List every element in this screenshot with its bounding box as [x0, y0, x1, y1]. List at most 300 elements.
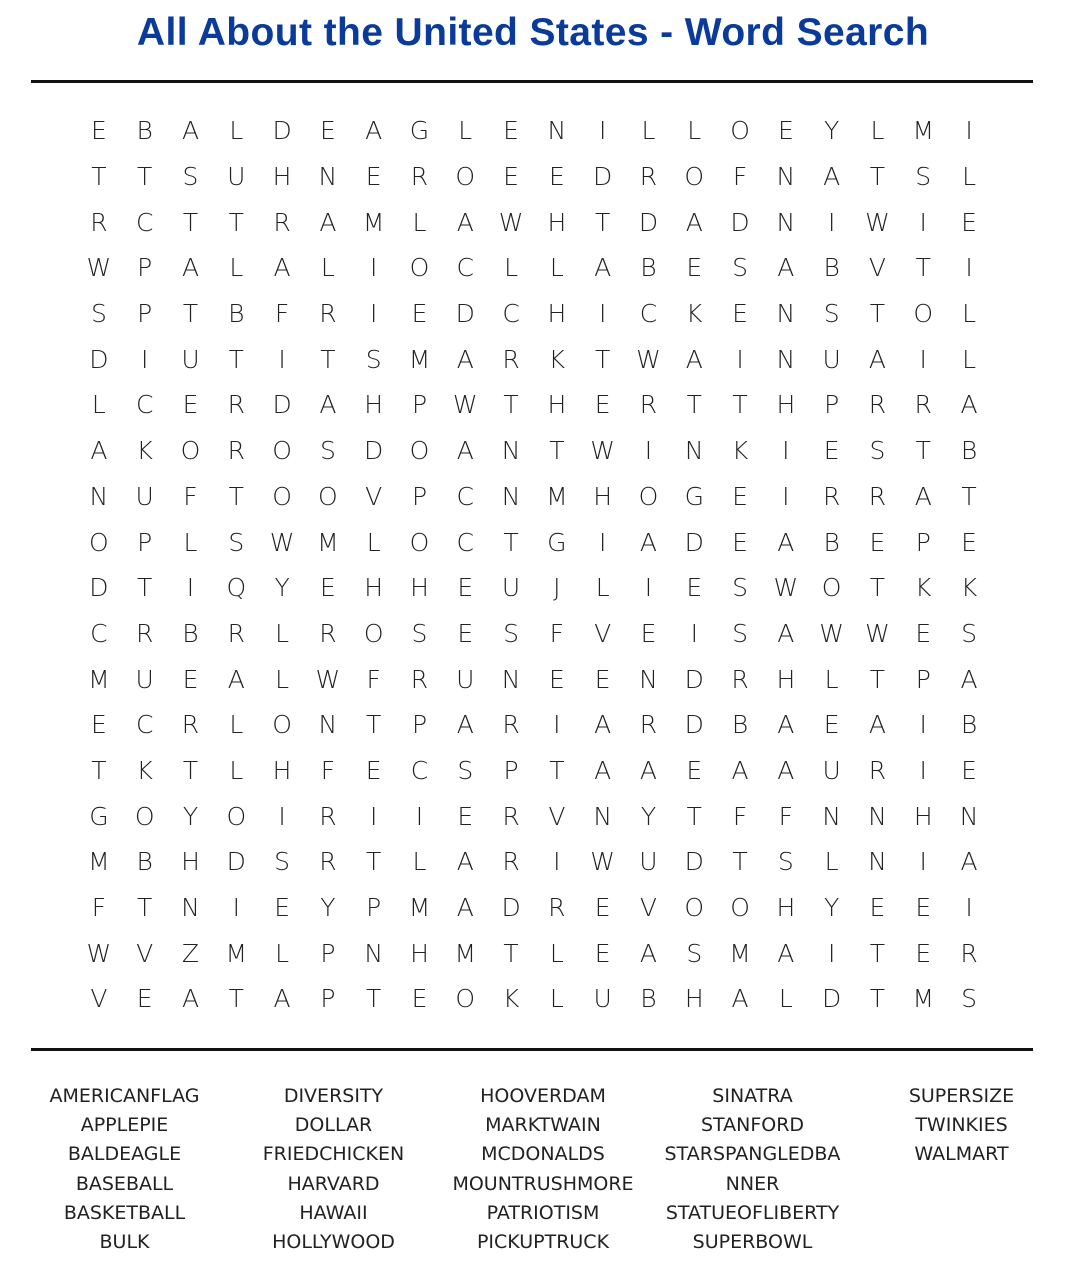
grid-cell[interactable]: H [547, 207, 567, 237]
grid-cell[interactable]: E [732, 527, 748, 557]
grid-cell[interactable]: L [962, 299, 976, 329]
grid-cell[interactable]: L [870, 116, 885, 146]
grid-cell[interactable]: W [452, 390, 478, 420]
grid-cell[interactable]: N [89, 481, 109, 511]
grid-cell[interactable]: L [366, 527, 381, 557]
grid-cell[interactable]: K [502, 984, 520, 1014]
grid-cell[interactable]: G [547, 527, 567, 557]
grid-cell[interactable]: U [456, 664, 475, 694]
grid-cell[interactable]: R [822, 481, 841, 511]
grid-cell[interactable]: U [227, 162, 246, 192]
grid-cell[interactable]: L [320, 253, 335, 283]
grid-cell[interactable]: K [548, 344, 566, 374]
grid-cell[interactable]: O [272, 481, 292, 511]
grid-cell[interactable]: A [365, 116, 383, 146]
grid-cell[interactable]: A [594, 253, 612, 283]
grid-cell[interactable]: E [319, 573, 336, 603]
grid-cell[interactable]: S [823, 299, 840, 329]
grid-cell[interactable]: T [686, 390, 702, 420]
grid-cell[interactable]: N [501, 481, 521, 511]
grid-cell[interactable]: S [961, 984, 977, 1014]
grid-cell[interactable]: N [547, 116, 567, 146]
grid-cell[interactable]: O [180, 436, 201, 466]
grid-cell[interactable]: A [685, 344, 703, 374]
grid-cell[interactable]: F [549, 618, 565, 648]
grid-cell[interactable]: I [369, 299, 378, 329]
grid-cell[interactable]: N [501, 664, 521, 694]
grid-cell[interactable]: S [732, 618, 748, 648]
grid-cell[interactable]: B [823, 527, 840, 557]
grid-cell[interactable]: E [457, 573, 474, 603]
grid-cell[interactable]: O [409, 527, 430, 557]
grid-cell[interactable]: H [547, 299, 567, 329]
grid-cell[interactable]: O [913, 299, 934, 329]
grid-cell[interactable]: I [965, 893, 973, 923]
grid-cell[interactable]: W [590, 436, 616, 466]
grid-cell[interactable]: L [229, 755, 244, 785]
grid-cell[interactable]: C [135, 390, 154, 420]
grid-cell[interactable]: I [598, 299, 607, 329]
grid-cell[interactable]: B [731, 710, 749, 740]
grid-cell[interactable]: J [553, 573, 561, 603]
grid-cell[interactable]: A [823, 162, 841, 192]
grid-cell[interactable]: A [594, 755, 612, 785]
grid-cell[interactable]: M [88, 847, 110, 877]
grid-cell[interactable]: M [408, 344, 431, 374]
grid-cell[interactable]: M [362, 207, 385, 237]
grid-cell[interactable]: H [364, 390, 384, 420]
grid-cell[interactable]: T [503, 390, 519, 420]
grid-cell[interactable]: M [88, 664, 110, 694]
grid-cell[interactable]: S [777, 847, 794, 877]
grid-cell[interactable]: P [137, 299, 153, 329]
grid-cell[interactable]: M [454, 938, 477, 968]
grid-cell[interactable]: A [594, 710, 612, 740]
grid-cell[interactable]: E [182, 664, 199, 694]
grid-cell[interactable]: I [369, 801, 378, 831]
grid-cell[interactable]: F [91, 893, 107, 923]
grid-cell[interactable]: L [549, 253, 564, 283]
grid-cell[interactable]: O [455, 162, 476, 192]
grid-cell[interactable]: R [136, 618, 154, 648]
grid-cell[interactable]: D [684, 527, 704, 557]
grid-cell[interactable]: Y [320, 893, 336, 923]
grid-cell[interactable]: L [549, 938, 564, 968]
grid-cell[interactable]: W [865, 618, 890, 648]
grid-cell[interactable]: W [819, 618, 845, 648]
grid-cell[interactable]: P [411, 481, 428, 511]
grid-cell[interactable]: A [319, 207, 337, 237]
grid-cell[interactable]: O [89, 527, 109, 557]
grid-cell[interactable]: N [181, 893, 200, 923]
grid-cell[interactable]: O [409, 253, 430, 283]
grid-cell[interactable]: I [919, 344, 927, 374]
grid-cell[interactable]: T [366, 710, 382, 740]
grid-cell[interactable]: R [502, 710, 520, 740]
grid-cell[interactable]: H [181, 847, 200, 877]
grid-cell[interactable]: I [369, 253, 378, 283]
grid-cell[interactable]: T [366, 847, 382, 877]
grid-cell[interactable]: O [134, 801, 155, 831]
grid-cell[interactable]: D [89, 573, 109, 603]
grid-cell[interactable]: R [960, 938, 978, 968]
grid-cell[interactable]: V [868, 253, 886, 283]
grid-cell[interactable]: A [731, 984, 749, 1014]
grid-cell[interactable]: O [272, 436, 292, 466]
grid-cell[interactable]: N [776, 344, 796, 374]
grid-cell[interactable]: E [365, 162, 382, 192]
grid-cell[interactable]: P [411, 390, 428, 420]
grid-cell[interactable]: D [684, 710, 704, 740]
grid-cell[interactable]: E [869, 893, 886, 923]
grid-cell[interactable]: T [595, 207, 611, 237]
grid-cell[interactable]: I [919, 755, 927, 785]
grid-cell[interactable]: E [274, 893, 290, 923]
grid-cell[interactable]: U [639, 847, 658, 877]
grid-cell[interactable]: K [960, 573, 978, 603]
grid-cell[interactable]: E [594, 938, 611, 968]
grid-cell[interactable]: A [273, 253, 291, 283]
grid-cell[interactable]: A [181, 984, 200, 1014]
grid-cell[interactable]: H [593, 481, 613, 511]
grid-cell[interactable]: E [961, 207, 977, 237]
grid-cell[interactable]: L [595, 573, 610, 603]
grid-cell[interactable]: P [366, 893, 382, 923]
grid-cell[interactable]: L [275, 664, 290, 694]
grid-cell[interactable]: L [687, 116, 702, 146]
grid-cell[interactable]: A [456, 710, 474, 740]
grid-cell[interactable]: H [364, 573, 384, 603]
grid-cell[interactable]: I [598, 116, 607, 146]
grid-cell[interactable]: P [824, 390, 840, 420]
grid-cell[interactable]: D [272, 390, 292, 420]
grid-cell[interactable]: P [137, 527, 153, 557]
grid-cell[interactable]: H [776, 664, 796, 694]
grid-cell[interactable]: T [915, 253, 931, 283]
grid-cell[interactable]: T [137, 893, 153, 923]
grid-cell[interactable]: O [272, 710, 292, 740]
grid-cell[interactable]: U [593, 984, 612, 1014]
grid-cell[interactable]: T [503, 527, 519, 557]
grid-cell[interactable]: L [183, 527, 198, 557]
grid-cell[interactable]: L [778, 984, 793, 1014]
grid-cell[interactable]: W [269, 527, 295, 557]
grid-cell[interactable]: A [777, 755, 795, 785]
grid-cell[interactable]: A [181, 116, 200, 146]
grid-cell[interactable]: H [913, 801, 933, 831]
grid-cell[interactable]: S [457, 755, 474, 785]
grid-cell[interactable]: R [410, 162, 429, 192]
grid-cell[interactable]: T [228, 984, 244, 1014]
grid-cell[interactable]: B [136, 116, 153, 146]
grid-cell[interactable]: T [228, 207, 244, 237]
grid-cell[interactable]: E [686, 755, 703, 785]
grid-cell[interactable]: K [731, 436, 749, 466]
grid-cell[interactable]: O [455, 984, 476, 1014]
grid-cell[interactable]: D [593, 162, 613, 192]
grid-cell[interactable]: H [410, 938, 429, 968]
grid-cell[interactable]: Z [181, 938, 200, 968]
grid-cell[interactable]: Y [182, 801, 199, 831]
grid-cell[interactable]: N [318, 162, 338, 192]
grid-cell[interactable]: E [548, 664, 565, 694]
grid-cell[interactable]: S [732, 253, 748, 283]
grid-cell[interactable]: W [773, 573, 799, 603]
grid-cell[interactable]: T [228, 344, 244, 374]
grid-cell[interactable]: T [182, 207, 199, 237]
grid-cell[interactable]: M [408, 893, 431, 923]
grid-cell[interactable]: R [731, 664, 749, 694]
grid-cell[interactable]: T [595, 344, 611, 374]
grid-cell[interactable]: I [232, 893, 240, 923]
grid-cell[interactable]: O [226, 801, 247, 831]
grid-cell[interactable]: M [729, 938, 751, 968]
grid-cell[interactable]: E [732, 481, 748, 511]
grid-cell[interactable]: I [827, 938, 836, 968]
grid-cell[interactable]: V [594, 618, 612, 648]
grid-cell[interactable]: U [501, 573, 521, 603]
grid-cell[interactable]: G [89, 801, 109, 831]
grid-cell[interactable]: S [90, 299, 107, 329]
grid-cell[interactable]: A [777, 710, 795, 740]
grid-cell[interactable]: B [136, 847, 153, 877]
grid-cell[interactable]: A [960, 664, 978, 694]
grid-cell[interactable]: I [415, 801, 424, 831]
grid-cell[interactable]: E [136, 984, 153, 1014]
grid-cell[interactable]: I [553, 710, 561, 740]
grid-cell[interactable]: S [365, 344, 382, 374]
grid-cell[interactable]: T [503, 938, 519, 968]
grid-cell[interactable]: C [135, 207, 154, 237]
grid-cell[interactable]: O [730, 893, 750, 923]
grid-cell[interactable]: W [315, 664, 341, 694]
grid-cell[interactable]: E [182, 390, 199, 420]
grid-cell[interactable]: A [868, 344, 886, 374]
grid-cell[interactable]: R [319, 801, 337, 831]
grid-cell[interactable]: D [822, 984, 842, 1014]
grid-cell[interactable]: T [869, 664, 886, 694]
grid-cell[interactable]: R [502, 344, 520, 374]
grid-cell[interactable]: R [868, 390, 887, 420]
grid-cell[interactable]: E [503, 116, 519, 146]
grid-cell[interactable]: E [823, 710, 840, 740]
grid-cell[interactable]: W [86, 938, 112, 968]
grid-cell[interactable]: P [137, 253, 153, 283]
grid-cell[interactable]: C [410, 755, 429, 785]
grid-cell[interactable]: I [965, 253, 973, 283]
grid-cell[interactable]: B [640, 984, 657, 1014]
grid-cell[interactable]: N [684, 436, 704, 466]
grid-cell[interactable]: P [915, 664, 931, 694]
grid-cell[interactable]: L [229, 116, 244, 146]
grid-cell[interactable]: H [776, 893, 796, 923]
grid-cell[interactable]: O [409, 436, 430, 466]
grid-cell[interactable]: T [228, 481, 244, 511]
grid-cell[interactable]: Y [640, 801, 657, 831]
grid-cell[interactable]: O [730, 116, 750, 146]
grid-cell[interactable]: V [548, 801, 566, 831]
grid-cell[interactable]: P [915, 527, 931, 557]
grid-cell[interactable]: R [639, 390, 658, 420]
grid-cell[interactable]: M [912, 984, 935, 1014]
grid-cell[interactable]: R [227, 436, 245, 466]
grid-cell[interactable]: E [961, 527, 977, 557]
grid-cell[interactable]: T [182, 299, 199, 329]
grid-cell[interactable]: Q [226, 573, 247, 603]
grid-cell[interactable]: B [182, 618, 199, 648]
grid-cell[interactable]: F [320, 755, 336, 785]
grid-cell[interactable]: O [684, 893, 705, 923]
grid-cell[interactable]: W [590, 847, 616, 877]
grid-cell[interactable]: I [919, 710, 927, 740]
grid-cell[interactable]: T [686, 801, 702, 831]
grid-cell[interactable]: T [91, 162, 107, 192]
grid-cell[interactable]: T [549, 436, 565, 466]
grid-cell[interactable]: S [503, 618, 519, 648]
grid-cell[interactable]: R [90, 207, 108, 237]
grid-cell[interactable]: K [915, 573, 932, 603]
grid-cell[interactable]: A [960, 847, 978, 877]
grid-cell[interactable]: F [732, 801, 748, 831]
grid-cell[interactable]: V [90, 984, 108, 1014]
grid-cell[interactable]: E [915, 893, 932, 923]
grid-cell[interactable]: C [456, 481, 474, 511]
grid-cell[interactable]: N [868, 847, 887, 877]
grid-cell[interactable]: A [777, 253, 795, 283]
grid-cell[interactable]: I [186, 573, 195, 603]
grid-cell[interactable]: M [225, 938, 248, 968]
grid-cell[interactable]: T [732, 847, 748, 877]
grid-cell[interactable]: N [776, 207, 796, 237]
grid-cell[interactable]: T [732, 390, 748, 420]
grid-cell[interactable]: T [91, 755, 107, 785]
grid-cell[interactable]: Y [274, 573, 290, 603]
grid-cell[interactable]: P [320, 984, 336, 1014]
grid-cell[interactable]: U [135, 664, 154, 694]
grid-cell[interactable]: A [273, 984, 291, 1014]
grid-cell[interactable]: F [732, 162, 748, 192]
grid-cell[interactable]: N [868, 801, 887, 831]
grid-cell[interactable]: H [547, 390, 567, 420]
grid-cell[interactable]: L [412, 207, 427, 237]
grid-cell[interactable]: I [827, 207, 836, 237]
grid-cell[interactable]: H [272, 755, 292, 785]
grid-cell[interactable]: U [135, 481, 154, 511]
grid-cell[interactable]: E [365, 755, 382, 785]
grid-cell[interactable]: R [502, 801, 520, 831]
grid-cell[interactable]: R [639, 710, 658, 740]
grid-cell[interactable]: I [553, 847, 561, 877]
grid-cell[interactable]: I [598, 527, 607, 557]
grid-cell[interactable]: F [183, 481, 198, 511]
grid-cell[interactable]: M [912, 116, 935, 146]
grid-cell[interactable]: T [869, 573, 886, 603]
grid-cell[interactable]: B [640, 253, 657, 283]
grid-cell[interactable]: H [410, 573, 429, 603]
grid-cell[interactable]: D [272, 116, 292, 146]
grid-cell[interactable]: C [456, 253, 474, 283]
grid-cell[interactable]: Y [824, 893, 840, 923]
grid-cell[interactable]: T [182, 755, 199, 785]
grid-cell[interactable]: O [821, 573, 842, 603]
grid-cell[interactable]: D [684, 664, 704, 694]
grid-cell[interactable]: E [915, 618, 932, 648]
grid-cell[interactable]: E [411, 299, 428, 329]
grid-cell[interactable]: R [914, 390, 932, 420]
grid-cell[interactable]: B [228, 299, 245, 329]
grid-cell[interactable]: I [141, 344, 149, 374]
grid-cell[interactable]: T [961, 481, 977, 511]
grid-cell[interactable]: N [822, 801, 841, 831]
grid-cell[interactable]: A [777, 938, 795, 968]
grid-cell[interactable]: E [319, 116, 336, 146]
grid-cell[interactable]: F [778, 801, 794, 831]
grid-cell[interactable]: S [182, 162, 199, 192]
grid-cell[interactable]: D [364, 436, 384, 466]
grid-cell[interactable]: O [684, 162, 705, 192]
grid-cell[interactable]: A [456, 436, 474, 466]
grid-cell[interactable]: S [228, 527, 245, 557]
grid-cell[interactable]: L [962, 344, 976, 374]
grid-cell[interactable]: O [638, 481, 659, 511]
grid-cell[interactable]: S [961, 618, 977, 648]
grid-cell[interactable]: D [684, 847, 704, 877]
grid-cell[interactable]: T [869, 938, 886, 968]
grid-cell[interactable]: I [278, 801, 286, 831]
grid-cell[interactable]: W [86, 253, 112, 283]
grid-cell[interactable]: R [319, 299, 337, 329]
grid-cell[interactable]: M [546, 481, 568, 511]
grid-cell[interactable]: Y [824, 116, 840, 146]
grid-cell[interactable]: E [823, 436, 840, 466]
grid-cell[interactable]: R [319, 618, 337, 648]
grid-cell[interactable]: V [639, 893, 658, 923]
grid-cell[interactable]: E [457, 618, 474, 648]
grid-cell[interactable]: I [278, 344, 286, 374]
grid-cell[interactable]: T [915, 436, 931, 466]
grid-cell[interactable]: L [962, 162, 976, 192]
grid-cell[interactable]: N [364, 938, 384, 968]
grid-cell[interactable]: E [869, 527, 886, 557]
grid-cell[interactable]: A [639, 755, 658, 785]
grid-cell[interactable]: L [229, 253, 244, 283]
grid-cell[interactable]: O [318, 481, 338, 511]
grid-cell[interactable]: A [731, 755, 749, 785]
grid-cell[interactable]: L [275, 618, 290, 648]
grid-cell[interactable]: A [319, 390, 337, 420]
grid-cell[interactable]: D [501, 893, 521, 923]
grid-cell[interactable]: A [90, 436, 108, 466]
grid-cell[interactable]: T [137, 573, 153, 603]
grid-cell[interactable]: B [960, 710, 978, 740]
grid-cell[interactable]: E [594, 664, 611, 694]
grid-cell[interactable]: I [965, 116, 973, 146]
grid-cell[interactable]: D [455, 299, 475, 329]
grid-cell[interactable]: R [410, 664, 429, 694]
grid-cell[interactable]: N [959, 801, 979, 831]
grid-cell[interactable]: S [732, 573, 748, 603]
grid-cell[interactable]: C [135, 710, 154, 740]
grid-cell[interactable]: A [456, 847, 474, 877]
grid-cell[interactable]: S [869, 436, 886, 466]
grid-cell[interactable]: T [137, 162, 153, 192]
grid-cell[interactable]: E [777, 116, 794, 146]
grid-cell[interactable]: E [503, 162, 519, 192]
grid-cell[interactable]: E [732, 299, 748, 329]
grid-cell[interactable]: B [823, 253, 840, 283]
grid-cell[interactable]: A [777, 618, 795, 648]
grid-cell[interactable]: K [686, 299, 703, 329]
